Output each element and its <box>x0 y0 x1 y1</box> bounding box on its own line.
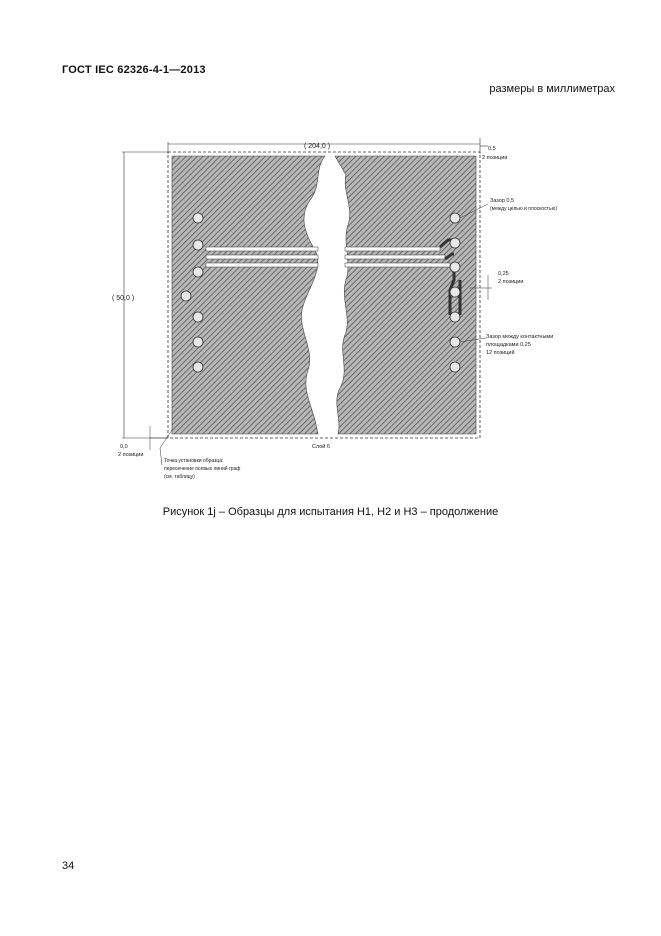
figure-caption: Рисунок 1j – Образцы для испытания H1, H2 и H3 – продолжение <box>162 506 499 518</box>
drawing-svg <box>110 130 557 490</box>
mount-point-line3: (см. таблицу) <box>164 474 195 480</box>
dim-mid-right-count: 2 позиции <box>498 279 524 285</box>
dim-top-right-value: 0,5 <box>488 146 496 152</box>
dim-height-label: ( 50,0 ) <box>112 295 135 302</box>
left-copper-plane <box>172 156 325 434</box>
layer-label: Слой 6 <box>312 444 330 450</box>
pad-gap-line1: Зазор между контактными <box>486 334 554 340</box>
trace-group-left <box>206 247 318 267</box>
units-note: размеры в миллиметрах <box>489 83 615 95</box>
pad-gap-line3: 12 позиций <box>486 350 515 356</box>
dim-mid-right-value: 0,25 <box>498 271 509 277</box>
dim-top-right-count: 2 позиции <box>482 155 508 161</box>
pad-gap-line2: площадками 0,25 <box>486 342 531 348</box>
dim-width-label: ( 204,0 ) <box>304 143 331 150</box>
mount-point-line2: пересечение осевых линий граф <box>164 466 241 472</box>
technical-drawing <box>110 130 557 490</box>
gap-label-line1: Зазор 0,5 <box>490 198 515 204</box>
gap-label-line2: (между цепью и плоскостью) <box>490 206 557 212</box>
dim-bottom-left-count: 2 позиции <box>118 452 144 458</box>
mount-point-line1: Точка установки образца: <box>164 458 224 464</box>
document-header-title: ГОСТ IEC 62326-4-1—2013 <box>62 64 206 76</box>
page-number: 34 <box>62 860 75 872</box>
dim-bottom-left-value: 0,0 <box>120 444 128 450</box>
